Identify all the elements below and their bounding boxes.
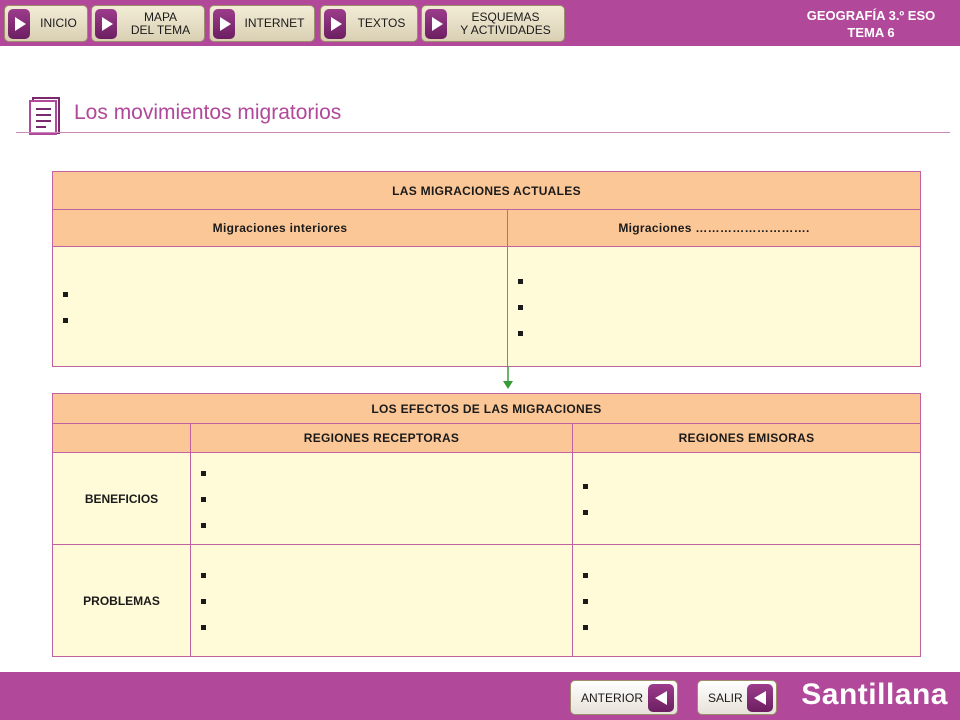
back-arrow-icon xyxy=(747,684,773,712)
column-header-exteriores: Migraciones ………………………. xyxy=(508,210,921,247)
bullet-list xyxy=(573,473,920,525)
bullet-list xyxy=(508,268,920,346)
nav-button-mapa-del-tema[interactable] xyxy=(91,5,205,42)
nav-button-label: MAPA DEL TEMA xyxy=(130,9,191,37)
answer-cell-interiores[interactable] xyxy=(53,247,508,367)
bullet-item xyxy=(201,512,572,538)
bullet-item xyxy=(201,562,572,588)
down-arrow-icon xyxy=(502,366,514,390)
answer-cell-beneficios-emisoras[interactable] xyxy=(573,453,921,545)
nav-button-internet[interactable] xyxy=(209,5,315,42)
bullet-item xyxy=(518,320,920,346)
bullet-list xyxy=(191,460,572,538)
bullet-item xyxy=(583,499,920,525)
answer-cell-beneficios-receptoras[interactable] xyxy=(191,453,573,545)
column-header-emisoras: REGIONES EMISORAS xyxy=(573,424,921,453)
salir-button[interactable] xyxy=(697,680,777,715)
subject-label xyxy=(796,7,946,41)
nav-button-esquemas-y-actividades[interactable] xyxy=(421,5,565,42)
bullet-item xyxy=(63,307,507,333)
column-header-receptoras: REGIONES RECEPTORAS xyxy=(191,424,573,453)
nav-button-label: TEXTOS xyxy=(357,16,406,30)
bullet-item xyxy=(201,460,572,486)
subject-course: GEOGRAFÍA 3.º ESO xyxy=(806,8,936,23)
nav-button-label: INTERNET xyxy=(244,16,305,30)
play-icon xyxy=(324,9,346,39)
document-icon xyxy=(28,96,62,136)
migraciones-actuales-table xyxy=(52,171,921,367)
corner-header xyxy=(53,424,191,453)
bullet-item xyxy=(201,486,572,512)
play-icon xyxy=(425,9,447,39)
row-header-problemas: PROBLEMAS xyxy=(53,545,191,657)
bullet-item xyxy=(583,562,920,588)
nav-button-label: ESQUEMAS Y ACTIVIDADES xyxy=(460,9,551,37)
bullet-item xyxy=(583,588,920,614)
anterior-button[interactable] xyxy=(570,680,678,715)
answer-cell-problemas-emisoras[interactable] xyxy=(573,545,921,657)
title-divider xyxy=(16,132,950,133)
nav-button-textos[interactable] xyxy=(320,5,418,42)
table-title: LOS EFECTOS DE LAS MIGRACIONES xyxy=(53,394,921,424)
column-header-interiores: Migraciones interiores xyxy=(53,210,508,247)
brand-logo: Santillana xyxy=(801,678,948,711)
salir-label: SALIR xyxy=(708,690,743,705)
bullet-list xyxy=(191,562,572,640)
back-arrow-icon xyxy=(648,684,674,712)
bullet-item xyxy=(518,294,920,320)
bullet-item xyxy=(583,614,920,640)
answer-cell-exteriores[interactable] xyxy=(508,247,921,367)
efectos-migraciones-table xyxy=(52,393,921,657)
bullet-item xyxy=(201,588,572,614)
bullet-list xyxy=(573,562,920,640)
row-header-beneficios: BENEFICIOS xyxy=(53,453,191,545)
nav-button-inicio[interactable] xyxy=(4,5,88,42)
bullet-item xyxy=(63,281,507,307)
bullet-item xyxy=(201,614,572,640)
table-title: LAS MIGRACIONES ACTUALES xyxy=(53,172,921,210)
page-title: Los movimientos migratorios xyxy=(74,101,342,124)
nav-button-label: INICIO xyxy=(40,16,77,30)
answer-cell-problemas-receptoras[interactable] xyxy=(191,545,573,657)
play-icon xyxy=(8,9,30,39)
play-icon xyxy=(213,9,235,39)
anterior-label: ANTERIOR xyxy=(581,690,644,705)
bullet-item xyxy=(518,268,920,294)
subject-unit: TEMA 6 xyxy=(847,25,895,40)
bullet-list xyxy=(53,281,507,333)
play-icon xyxy=(95,9,117,39)
bullet-item xyxy=(583,473,920,499)
